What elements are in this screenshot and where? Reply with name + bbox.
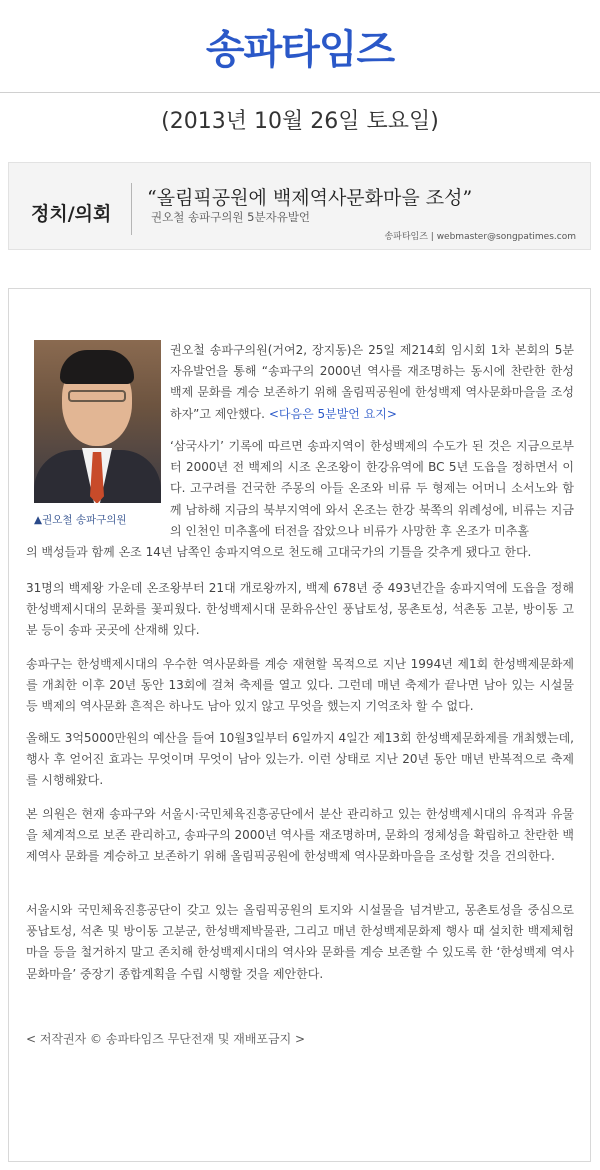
article-header <box>8 162 591 250</box>
paragraph-1 <box>170 340 574 425</box>
header-divider <box>131 183 132 235</box>
site-logo[interactable]: 송파타임즈 <box>205 27 395 73</box>
paragraph-3: 31명의 백제왕 가운데 온조왕부터 21대 개로왕까지, 백제 678년 중 493년간을 송파지역에 도읍을 정해 한성백제시대의 문화를 꽃피웠다. 한성백제시대 문화유산인 풍납토성, 몽촌토성, 석촌동 고분, 방이동 고분 등이 송파 곳곳에 산재해 있다. <box>26 581 574 638</box>
issue-date: (2013년 10월 26일 토요일) <box>161 109 439 134</box>
paragraph-5: 올해도 3억5000만원의 예산을 들여 10월3일부터 6일까지 4일간 제13회 한성백제문화제를 개최했는데, 행사 후 얻어진 효과는 무엇이며 무엇이 남아 있는가. 이런 상태로 지난 20년 동안 매년 반복적으로 축제를 시행해왔다. <box>26 731 574 788</box>
copyright-notice: < 저작권자 © 송파타임즈 무단전재 및 재배포금지 > <box>26 1032 306 1046</box>
paragraph-4: 송파구는 한성백제시대의 우수한 역사문화를 계승 재현할 목적으로 지난 1994년 제1회 한성백제문화제를 개최한 이후 20년 동안 13회에 걸쳐 축제를 열고 있다. 그런데 매년 축제가 끝나면 남아 있는 시설물 등 백제의 역사문화 흔적은 하나도 남아 있지 않고 무엇을 했는지 기억조차 할 수 없다. <box>26 657 574 714</box>
paragraph-2-wrap: ‘삼국사기’ 기록에 따르면 송파지역이 한성백제의 수도가 된 것은 지금으로부터 2000년 전 백제의 시조 온조왕이 한강유역에 BC 5년 도읍을 정하면서 이다. 고구려를 건국한 주몽의 아들 온조와 비류 두 형제는 어머니 소서노와 함께 남하해 지금의 북부지역에 와서 온조는 한강 북쪽의 위례성에, 비류는 지금의 인천인 미추홀에 터전을 잡았으나 비류가 사망한 후 온조가 미추홀 <box>170 439 574 538</box>
masthead <box>0 0 600 93</box>
article-source: 송파타임즈 | webmaster@songpatimes.com <box>384 232 576 242</box>
speech-summary-link[interactable]: <다음은 5분발언 요지> <box>268 406 397 421</box>
photo-glasses <box>68 390 126 402</box>
article-title: “올림픽공원에 백제역사문화마을 조성” <box>147 187 473 209</box>
paragraph-7: 서울시와 국민체육진흥공단이 갖고 있는 올림픽공원의 토지와 시설물을 넘겨받고, 몽촌토성을 중심으로 풍납토성, 석촌 및 방이동 고분군, 한성백제박물관, 그리고 매년 한성백제문화제 행사 때 설치한 백제체험마을 등을 철거하지 말고 존치해 한성백제시대의 역사와 문화를 계승 보존할 수 있도록 한 ‘한성백제 역사문화마을’ 중장기 종합계획을 수립 시행할 것을 제안한다. <box>26 903 574 981</box>
reporter-photo <box>34 340 161 503</box>
section-label[interactable]: 정치/의회 <box>31 203 112 225</box>
paragraph-1-text: 권오철 송파구의원(거여2, 장지동)은 25일 제214회 임시회 1차 본회의 5분 자유발언을 통해 “송파구의 2000년 역사를 재조명하는 동시에 찬란한 한성 백제 문화를 계승 보존하기 위해 올림픽공원에 한성백제 역사문화마을을 조성하자”고 제안했다. <box>170 343 574 421</box>
paragraph-2-full: 의 백성들과 함께 온조 14년 남쪽인 송파지역으로 천도해 고대국가의 기틀을 갖추게 됐다고 한다. <box>26 545 532 559</box>
photo-hair <box>60 350 134 384</box>
photo-caption: ▲권오철 송파구의원 <box>34 514 127 526</box>
article-subtitle: 권오철 송파구의원 5분자유발언 <box>151 210 311 224</box>
paragraph-6: 본 의원은 현재 송파구와 서울시·국민체육진흥공단에서 분산 관리하고 있는 한성백제시대의 유적과 유물을 체계적으로 보존 관리하고, 송파구의 2000년 역사를 재조명하며, 문화의 정체성을 확립하고 찬란한 백제역사 문화를 계승하고 보존하기 위해 올림픽공원에 한성백제 역사문화마을을 조성할 것을 건의한다. <box>26 807 574 864</box>
